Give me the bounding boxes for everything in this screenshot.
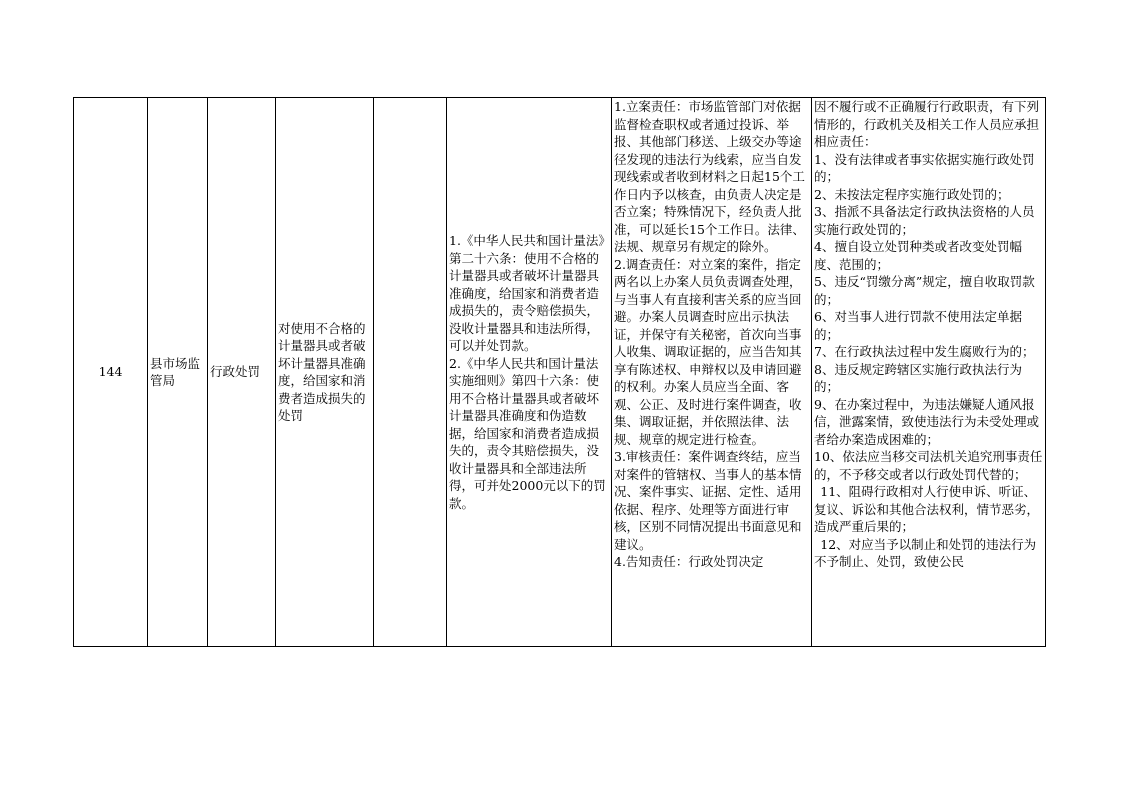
power-list-table: [73, 97, 1046, 647]
item-name-cell: 对使用不合格的计量器具或者破坏计量器具准确度，给国家和消费者造成损失的处罚: [276, 98, 374, 647]
row-number: 144: [74, 98, 148, 647]
liability-item: 2、未按法定程序实施行政处罚的；: [814, 186, 1010, 202]
legal-basis-item: 1.《中华人民共和国计量法》第二十六条：使用不合格的计量器具或者破坏计量器具准确度，给国家和消费者造成损失的，责令赔偿损失，没收计量器具和违法所得，可以并处罚款。: [449, 233, 605, 353]
liability-item: 4、擅自设立处罚种类或者改变处罚幅度、范围的；: [814, 239, 1022, 272]
responsibility-item: 4.告知责任：行政处罚决定: [614, 554, 764, 569]
legal-basis-cell: [447, 98, 612, 647]
liability-cell: [812, 98, 1046, 647]
liability-item: 6、对当事人进行罚款不使用法定单据的；: [814, 309, 1022, 342]
liability-item: 9、在办案过程中，为违法嫌疑人通风报信，泄露案情，致使违法行为未受处理或者给办案造成困难的；: [814, 396, 1040, 447]
liability-item: 8、违反规定跨辖区实施行政执法行为的；: [814, 361, 1022, 394]
legal-basis-item: 2.《中华人民共和国计量法实施细则》第四十六条：使用不合格计量器具或者破坏计量器具准确度和伪造数据，给国家和消费者造成损失的，责令其赔偿损失，没收计量器具和全部违法所得，可并处2000元以下的罚款。: [449, 355, 606, 511]
liability-item: 因不履行或不正确履行行政职责，有下列情形的，行政机关及相关工作人员应承担相应责任：: [814, 99, 1040, 149]
sub-item-cell: [374, 98, 447, 647]
responsibility-item: 3.审核责任：案件调查终结，应当对案件的管辖权、当事人的基本情况、案件事实、证据、定性、适用依据、程序、处理等方面进行审核，区别不同情况提出书面意见和建议。: [614, 449, 802, 552]
department-cell: 县市场监管局: [148, 98, 208, 647]
liability-item: 5、违反“罚缴分离”规定，擅自收取罚款的；: [814, 274, 1035, 307]
liability-item: 1、没有法律或者事实依据实施行政处罚的；: [814, 151, 1035, 184]
power-type-cell: 行政处罚: [208, 98, 276, 647]
liability-item: 3、指派不具备法定行政执法资格的人员实施行政处罚的；: [814, 204, 1035, 237]
liability-item: 10、依法应当移交司法机关追究刑事责任的，不予移交或者以行政处罚代替的；: [814, 449, 1043, 482]
liability-item: 12、对应当予以制止和处罚的违法行为不予制止、处罚，致使公民: [814, 536, 1037, 569]
liability-item: 11、阻碍行政相对人行使申诉、听证、复议、诉讼和其他合法权利，情节恶劣，造成严重后果的；: [814, 484, 1040, 534]
liability-item: 7、在行政执法过程中发生腐败行为的；: [814, 344, 1035, 359]
responsibility-item: 1.立案责任：市场监管部门对依据监督检查职权或者通过投诉、举报、其他部门移送、上级交办等途径发现的违法行为线索，应当自发现线索或者收到材料之日起15个工作日内予以核查，由负责人决定是否立案；特殊情况下，经负责人批准，可以延长15个工作日。法律、法规、规章另有规定的除外。: [614, 99, 805, 254]
responsibility-cell: [612, 98, 812, 647]
responsibility-item: 2.调查责任：对立案的案件，指定两名以上办案人员负责调查处理，与当事人有直接利害关系的应当回避。办案人员调查时应出示执法证，并保守有关秘密，首次向当事人收集、调取证据的，应当告知其享有陈述权、申辩权以及申请回避的权利。办案人员应当全面、客观、公正、及时进行案件调查，收集、调取证据，并依照法律、法规、规章的规定进行检查。: [614, 256, 802, 447]
table-row: [74, 98, 1046, 647]
